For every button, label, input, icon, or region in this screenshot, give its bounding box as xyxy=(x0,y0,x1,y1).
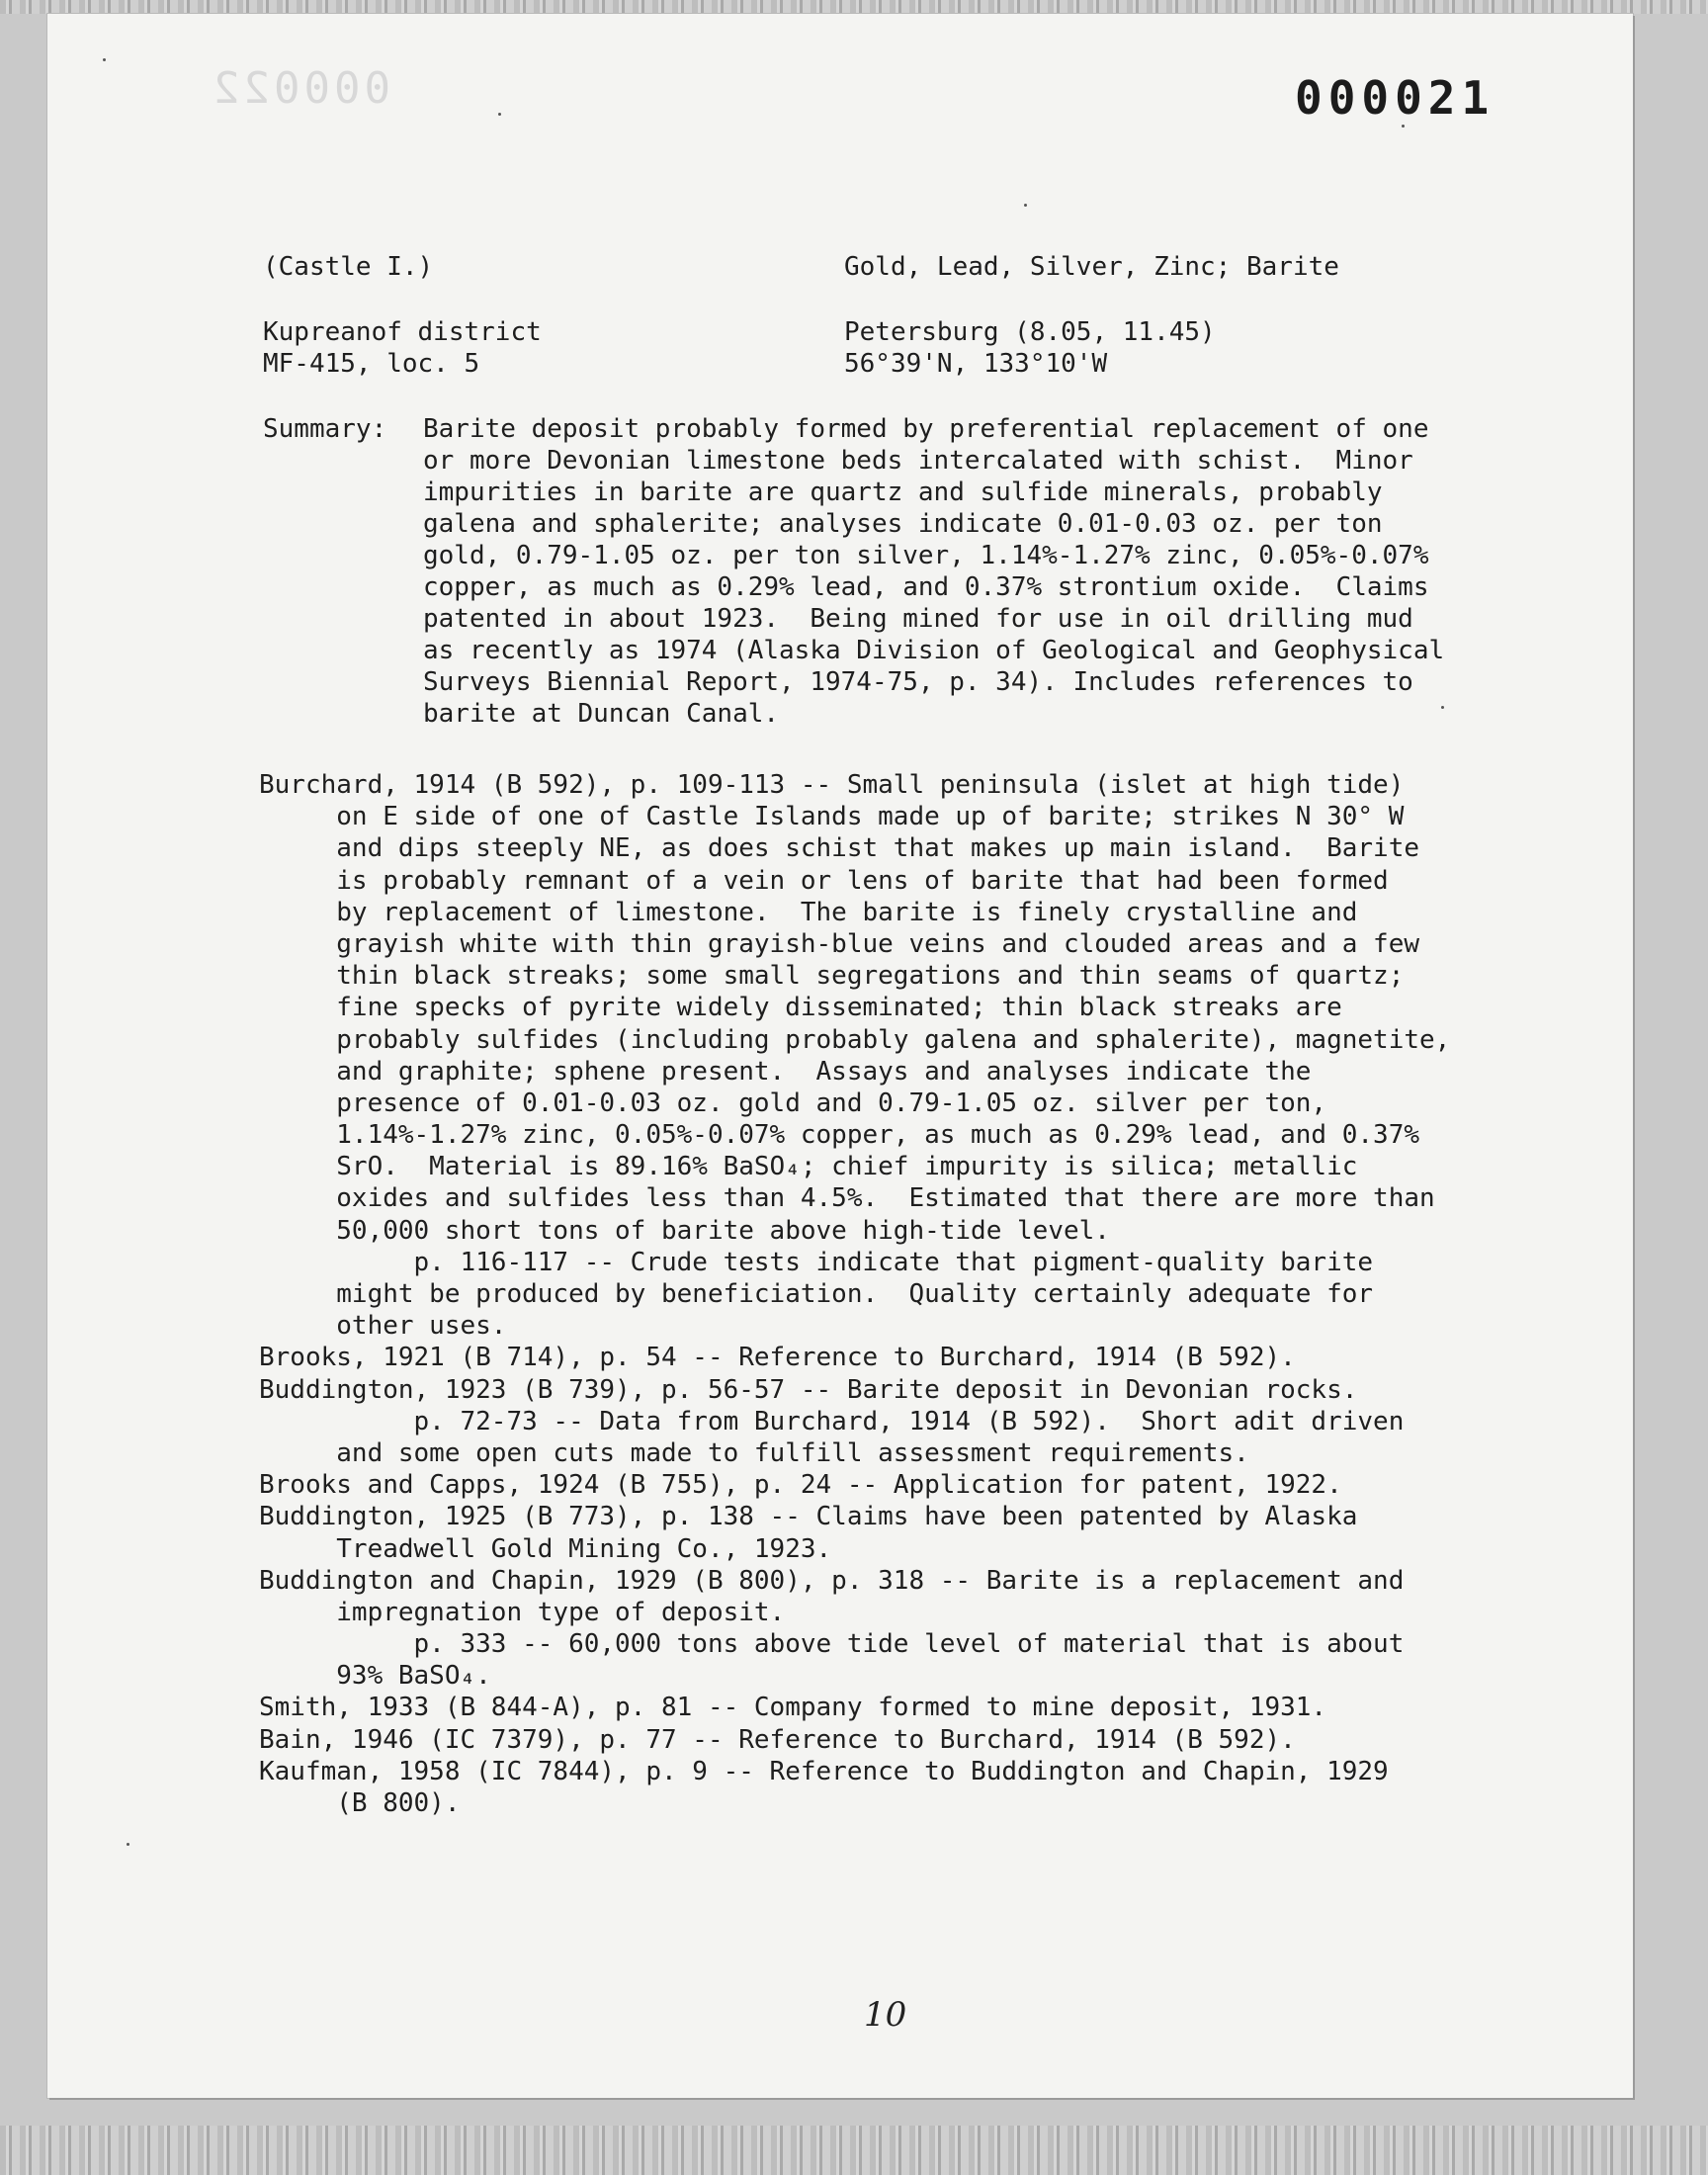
header-map-ref: MF-415, loc. 5 xyxy=(263,349,480,379)
reference-line: (B 800). xyxy=(259,1788,461,1818)
reference-line: fine specks of pyrite widely disseminated; thin black streaks are xyxy=(259,993,1342,1023)
reference-line: 1.14%-1.27% zinc, 0.05%-0.07% copper, as much as 0.29% lead, and 0.37% xyxy=(259,1120,1419,1151)
reference-line: p. 333 -- 60,000 tons above tide level of material that is about xyxy=(259,1629,1405,1660)
summary-label: Summary: xyxy=(263,414,387,444)
reference-line: Brooks, 1921 (B 714), p. 54 -- Reference to Burchard, 1914 (B 592). xyxy=(259,1343,1296,1373)
scan-border-top xyxy=(0,0,1708,14)
reference-line: Brooks and Capps, 1924 (B 755), p. 24 -- Application for patent, 1922. xyxy=(259,1470,1342,1501)
scan-speck xyxy=(1024,204,1027,207)
scan-border-bottom xyxy=(0,2126,1708,2175)
reference-line: p. 116-117 -- Crude tests indicate that pigment-quality barite xyxy=(259,1247,1374,1277)
reference-line: presence of 0.01-0.03 oz. gold and 0.79-1.05 oz. silver per ton, xyxy=(259,1088,1327,1118)
reference-line: and graphite; sphene present. Assays and analyses indicate the xyxy=(259,1056,1312,1087)
summary-line: barite at Duncan Canal. xyxy=(423,699,780,729)
page-number: 10 xyxy=(864,1995,907,2035)
reference-line: Smith, 1933 (B 844-A), p. 81 -- Company formed to mine deposit, 1931. xyxy=(259,1693,1327,1723)
summary-line: Barite deposit probably formed by preferential replacement of one xyxy=(423,414,1429,444)
reference-line: and dips steeply NE, as does schist that makes up main island. Barite xyxy=(259,833,1419,864)
reference-line: oxides and sulfides less than 4.5%. Estimated that there are more than xyxy=(259,1183,1435,1214)
reference-line: Burchard, 1914 (B 592), p. 109-113 -- Small peninsula (islet at high tide) xyxy=(259,770,1405,800)
header-quadrangle: Petersburg (8.05, 11.45) xyxy=(844,317,1216,347)
reference-line: 50,000 short tons of barite above high-tide level. xyxy=(259,1215,1110,1246)
reference-line: is probably remnant of a vein or lens of barite that had been formed xyxy=(259,865,1389,896)
reference-line: 93% BaSO₄. xyxy=(259,1661,491,1692)
scan-speck xyxy=(127,1843,129,1846)
reference-line: probably sulfides (including probably galena and sphalerite), magnetite, xyxy=(259,1024,1451,1055)
scan-speck xyxy=(1402,125,1405,128)
reference-line: and some open cuts made to fulfill assessment requirements. xyxy=(259,1437,1249,1468)
header-coordinates: 56°39'N, 133°10'W xyxy=(844,349,1108,379)
reference-line: other uses. xyxy=(259,1311,507,1342)
reference-line: Bain, 1946 (IC 7379), p. 77 -- Reference to Burchard, 1914 (B 592). xyxy=(259,1724,1296,1755)
reference-line: Buddington, 1925 (B 773), p. 138 -- Claims have been patented by Alaska xyxy=(259,1502,1358,1532)
summary-line: as recently as 1974 (Alaska Division of Geological and Geophysical xyxy=(423,636,1445,665)
summary-line: gold, 0.79-1.05 oz. per ton silver, 1.14%-1.27% zinc, 0.05%-0.07% xyxy=(423,541,1429,570)
scan-speck xyxy=(103,58,106,61)
summary-line: or more Devonian limestone beds intercalated with schist. Minor xyxy=(423,446,1413,476)
reference-line: by replacement of limestone. The barite is finely crystalline and xyxy=(259,897,1358,927)
reference-line: might be produced by beneficiation. Quality certainly adequate for xyxy=(259,1279,1374,1309)
reference-line: on E side of one of Castle Islands made up of barite; strikes N 30° W xyxy=(259,802,1405,832)
summary-text xyxy=(423,413,1444,730)
summary-line: Surveys Biennial Report, 1974-75, p. 34). Includes references to xyxy=(423,667,1413,697)
document-page xyxy=(47,14,1633,2098)
reference-line: grayish white with thin grayish-blue veins and clouded areas and a few xyxy=(259,928,1419,959)
scan-speck xyxy=(498,113,501,116)
summary-line: impurities in barite are quartz and sulfide minerals, probably xyxy=(423,478,1383,507)
reference-line: Treadwell Gold Mining Co., 1923. xyxy=(259,1533,832,1564)
reference-line: Kaufman, 1958 (IC 7844), p. 9 -- Reference to Buddington and Chapin, 1929 xyxy=(259,1756,1389,1786)
scan-speck xyxy=(1441,706,1444,709)
reference-line: SrO. Material is 89.16% BaSO₄; chief impurity is silica; metallic xyxy=(259,1152,1358,1182)
header-commodities: Gold, Lead, Silver, Zinc; Barite xyxy=(844,252,1339,282)
header-district: Kupreanof district xyxy=(263,317,542,347)
reference-line: impregnation type of deposit. xyxy=(259,1597,786,1627)
bleed-through-number: 000022 xyxy=(210,63,390,114)
reference-line: Buddington and Chapin, 1929 (B 800), p. 318 -- Barite is a replacement and xyxy=(259,1565,1405,1596)
reference-line: p. 72-73 -- Data from Burchard, 1914 (B 592). Short adit driven xyxy=(259,1406,1405,1436)
document-number: 000021 xyxy=(1295,71,1495,125)
summary-line: galena and sphalerite; analyses indicate 0.01-0.03 oz. per ton xyxy=(423,509,1383,539)
reference-line: thin black streaks; some small segregations and thin seams of quartz; xyxy=(259,961,1405,992)
reference-line: Buddington, 1923 (B 739), p. 56-57 -- Barite deposit in Devonian rocks. xyxy=(259,1374,1358,1405)
header-location: (Castle I.) xyxy=(263,252,434,282)
summary-line: patented in about 1923. Being mined for use in oil drilling mud xyxy=(423,604,1413,634)
summary-line: copper, as much as 0.29% lead, and 0.37% strontium oxide. Claims xyxy=(423,572,1429,602)
references-list xyxy=(259,769,1450,1819)
